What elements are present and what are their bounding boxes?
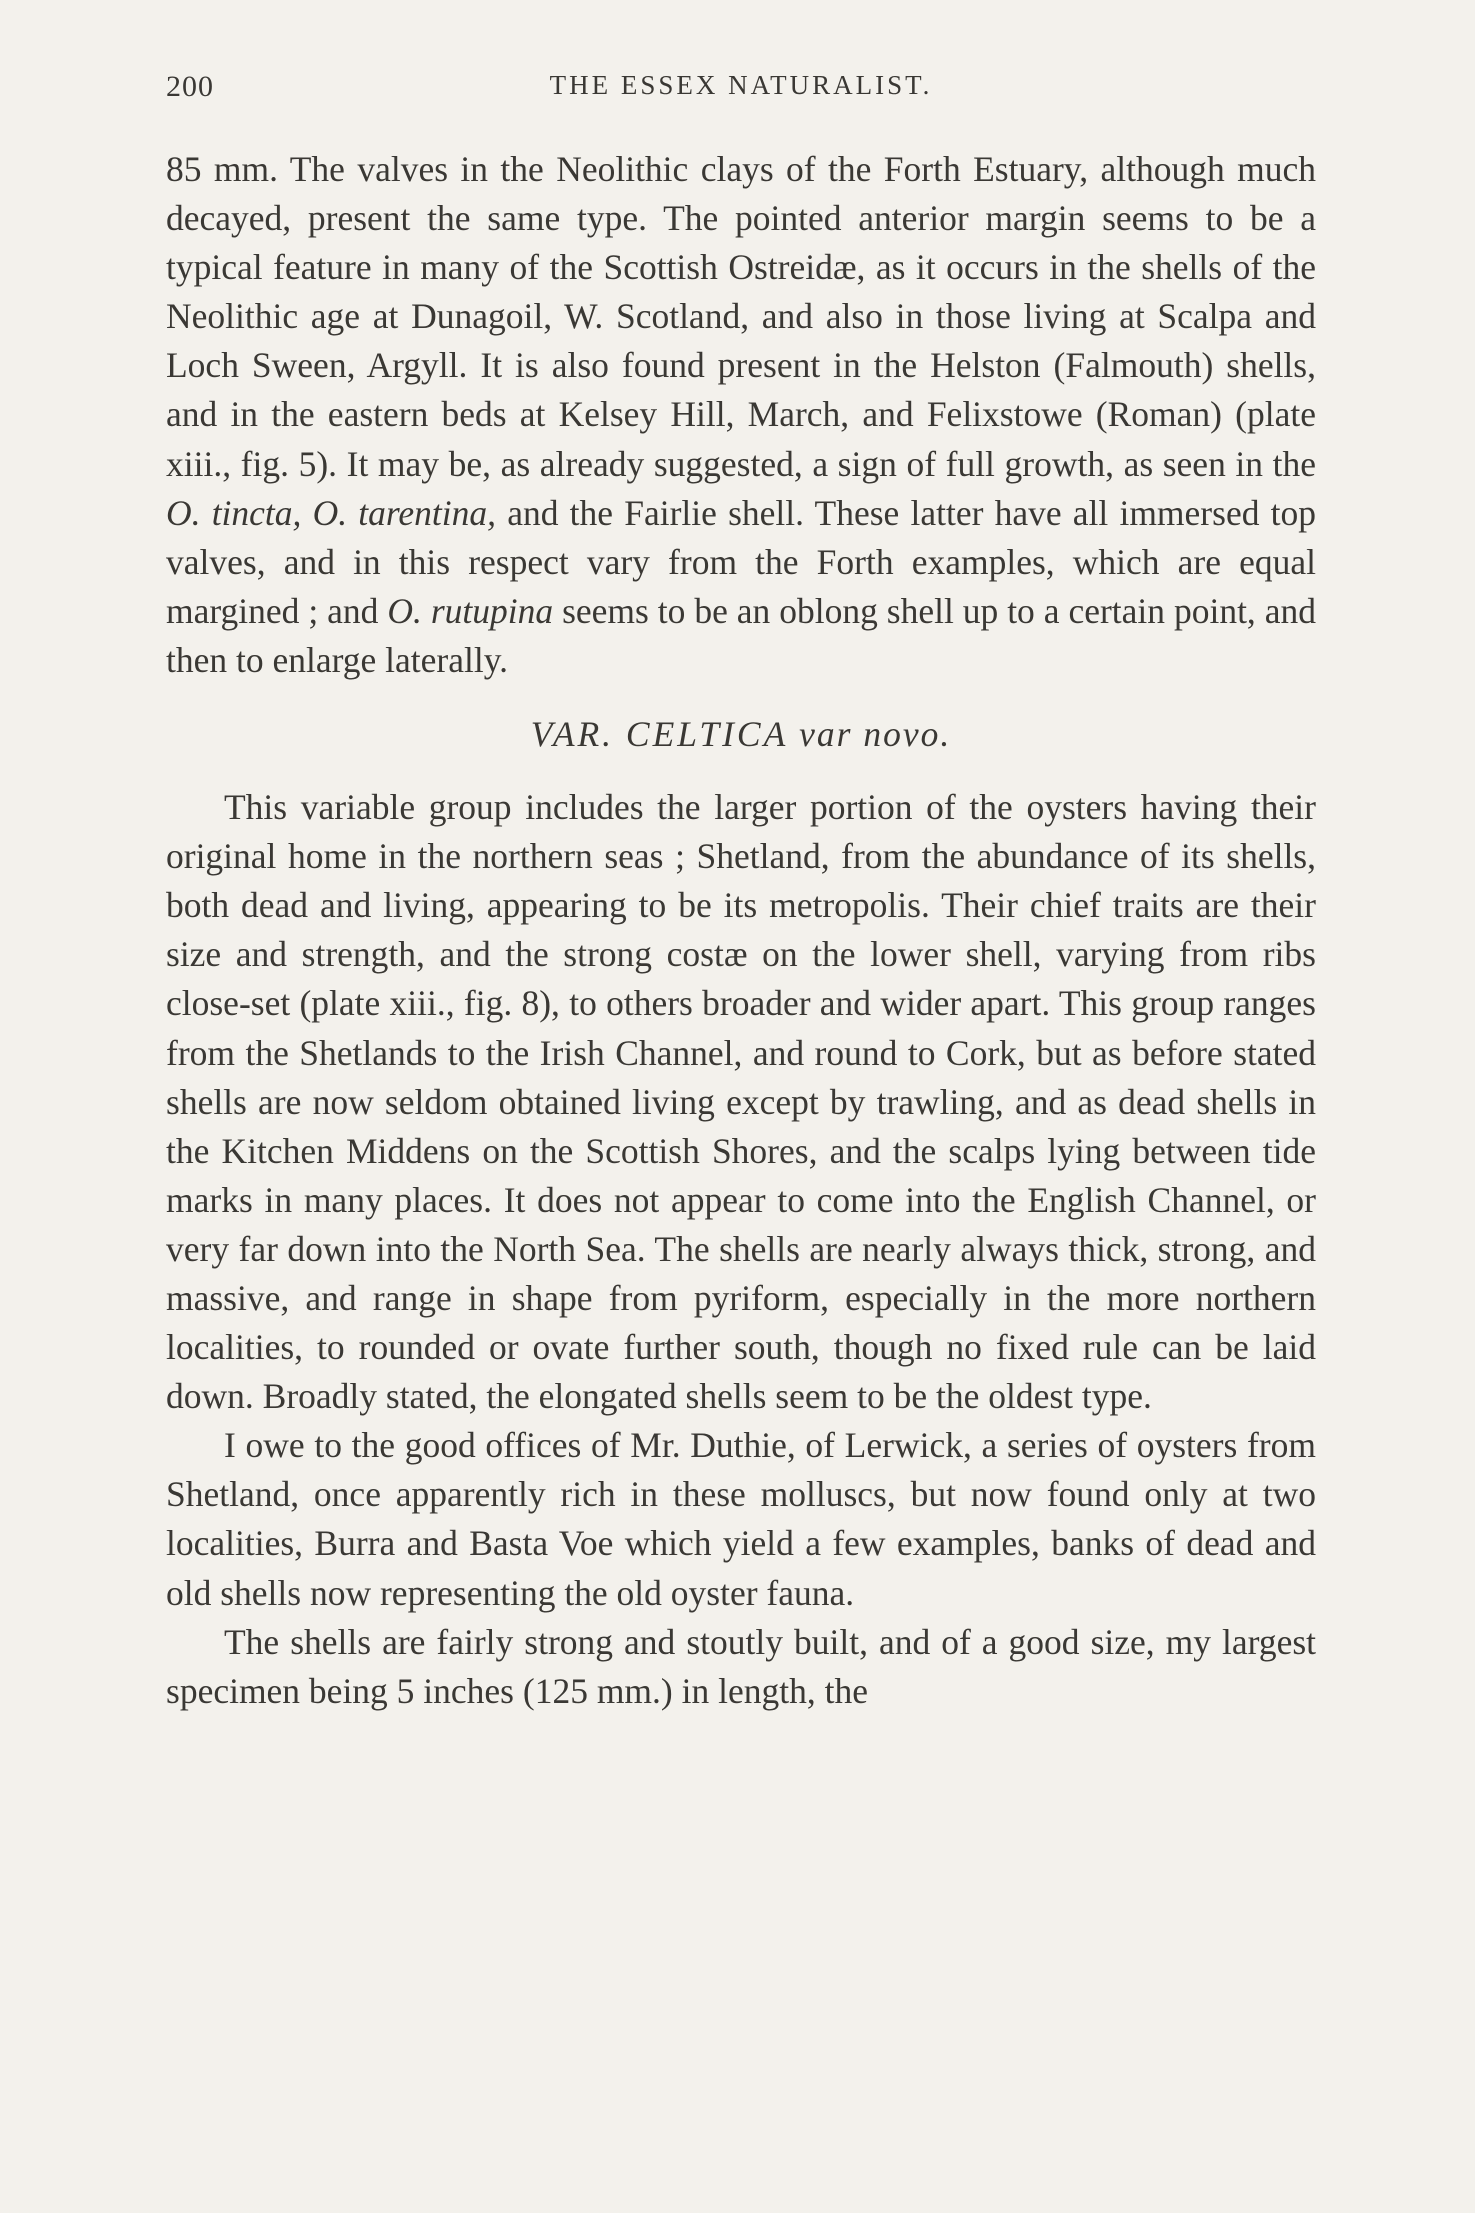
paragraph-1-text-a: 85 mm. The valves in the Neolithic clays of the Forth Estuary, although much decayed, present the same type. The pointed anterior margin seems to be a typical feature in many of the Scottish Ostreidæ, as it occurs in the shells of the Neolithic age at Dunagoil, W. Scotland, and also in those living at Scalpa and Loch Sween, Argyll. It is also found present in the Helston (Falmouth) shells, and in the eastern beds at Kelsey Hill, March, and Felixstowe (Roman) (plate xiii., fig. 5). It may be, as already suggested, a sign of full growth, as seen in the xyxy=(166,149,1316,484)
body-text xyxy=(166,145,1316,1716)
page-number: 200 xyxy=(166,70,214,103)
paragraph-1 xyxy=(166,145,1316,685)
paragraph-4: The shells are fairly strong and stoutly built, and of a good size, my largest specimen being 5 inches (125 mm.) in length, the xyxy=(166,1621,1316,1711)
section-heading-suffix: var novo. xyxy=(799,714,952,755)
species-tarentina: O. tarentina, xyxy=(312,492,497,533)
running-title: THE ESSEX NATURALIST. xyxy=(549,70,933,100)
page-header xyxy=(166,70,1316,110)
section-heading xyxy=(166,685,1316,783)
section-heading-name: VAR. CELTICA xyxy=(530,714,789,755)
paragraph-1-text-d: seems to be an oblong shell up to a certain point, and then to enlarge laterally. xyxy=(166,590,1316,680)
paragraph-2: This variable group includes the larger portion of the oysters having their original home in the northern seas ; Shetland, from the abundance of its shells, both dead and living, appearing to be its metropolis. Their chief traits are their size and strength, and the strong costæ on the lower shell, varying from ribs close-set (plate xiii., fig. 8), to others broader and wider apart. This group ranges from the Shetlands to the Irish Channel, and round to Cork, but as before stated shells are now seldom obtained living except by trawling, and as dead shells in the Kitchen Middens on the Scottish Shores, and the scalps lying between tide marks in many places. It does not appear to come into the English Channel, or very far down into the North Sea. The shells are nearly always thick, strong, and massive, and range in shape from pyriform, especially in the more northern localities, to rounded or ovate further south, though no fixed rule can be laid down. Broadly stated, the elongated shells seem to be the oldest type. xyxy=(166,787,1316,1417)
species-tincta: O. tincta, xyxy=(166,492,302,533)
species-rutupina: O. rutupina xyxy=(387,590,554,631)
paragraph-3: I owe to the good offices of Mr. Duthie, of Lerwick, a series of oysters from Shetland, once apparently rich in these molluscs, but now found only at two localities, Burra and Basta Voe which yield a few examples, banks of dead and old shells now representing the old oyster fauna. xyxy=(166,1425,1316,1613)
paragraph-1-text-b xyxy=(301,493,312,533)
paragraph-1-text-c: and the Fairlie shell. These latter have all immersed top valves, and in this respect vary from the Forth examples, which are equal margined ; and xyxy=(166,492,1316,631)
